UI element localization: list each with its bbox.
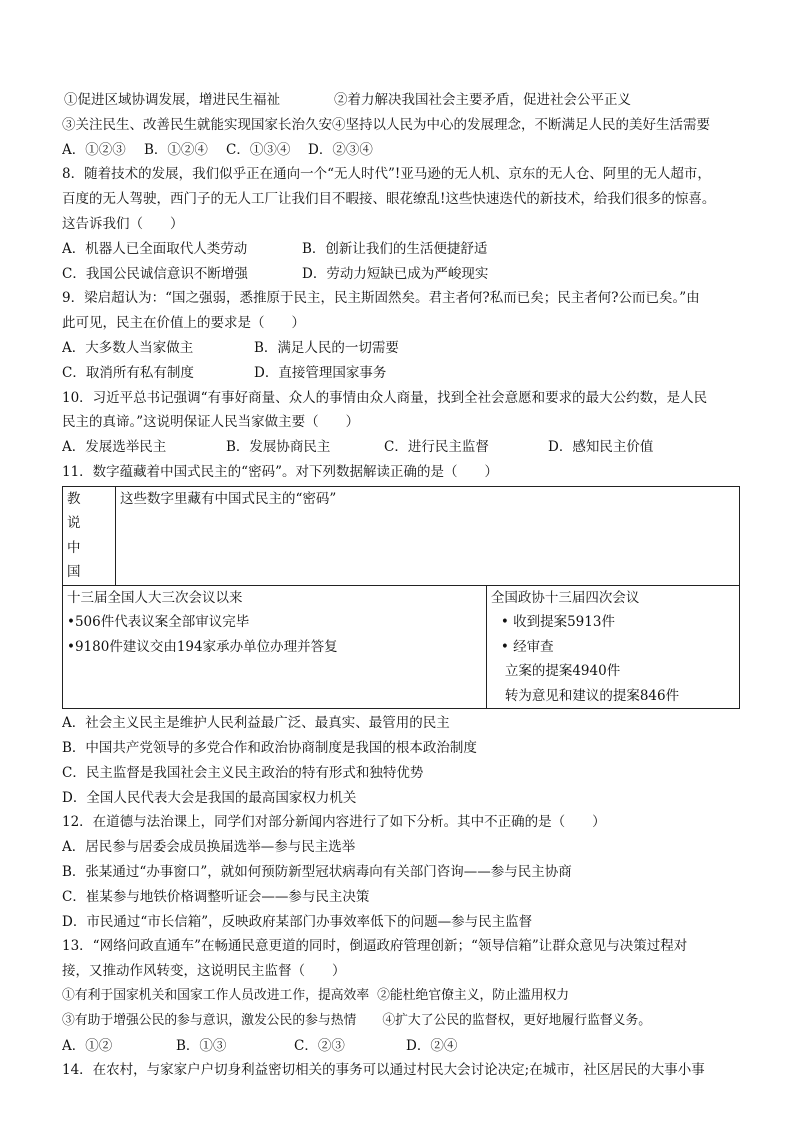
q13-option-a[interactable]: A．①② (62, 1037, 113, 1054)
right-title: 全国政协十三届四次会议 (490, 589, 640, 606)
q13-option-d[interactable]: D．②④ (406, 1037, 458, 1054)
q12-option-d[interactable]: D．市民通过“市长信箱”，反映政府某部门办事效率低下的问题—参与民主监督 (62, 913, 533, 930)
left-item-2: •9180件建议交由194家承办单位办理并答复 (67, 638, 338, 655)
q11-option-d[interactable]: D．全国人民代表大会是我国的最高国家权力机关 (62, 789, 357, 806)
q8-options-cd (62, 262, 742, 287)
table-left-cell (63, 585, 487, 709)
q8-stem-line-2: 百度的无人驾驶，西门子的无人工厂让我们目不暇接、眼花缭乱!这些快速迭代的新技术，给我们很多的惊喜。 (62, 191, 716, 208)
q9-option-a[interactable]: A．大多数人当家做主 (62, 339, 194, 356)
q7-option-b[interactable]: B．①②④ (144, 141, 208, 158)
right-sub-item-1: 立案的提案4940件 (504, 663, 621, 680)
q10-options (62, 435, 742, 460)
q11-option-a[interactable]: A．社会主义民主是维护人民利益最广泛、最真实、最管用的民主 (62, 715, 450, 732)
q8-stem-line-1: 8．随着技术的发展，我们似乎正在通向一个“无人时代”!亚马逊的无人机、京东的无人仓、阿里的无人超市， (62, 166, 711, 183)
q13-statement-4: ④扩大了公民的监督权，更好地履行监督义务。 (382, 1012, 652, 1028)
q10-option-b[interactable]: B．发展协商民主 (226, 439, 331, 456)
q11-stem: 11．数字蕴藏着中国式民主的“密码”。对下列数据解读正确的是（ ） (62, 463, 498, 480)
q13-option-b[interactable]: B．①③ (176, 1037, 227, 1054)
q9-option-c[interactable]: C．取消所有私有制度 (62, 364, 194, 381)
q9-stem-line-2: 此可见，民主在价值上的要求是（ ） (62, 315, 305, 332)
q7-option-c[interactable]: C．①③④ (226, 141, 291, 158)
q7-option-d[interactable]: D．②③④ (308, 141, 373, 158)
q9-stem-line-1: 9．梁启超认为：“国之强弱，悉推原于民主，民主斯固然矣。君主者何?私而已矣；民主者何?公而已矣。”由 (62, 290, 700, 307)
q11-option-c[interactable]: C．民主监督是我国社会主义民主政治的特有形式和独特优势 (62, 764, 424, 781)
q13-statement-1: ①有利于国家机关和国家工作人员改进工作，提高效率 (62, 988, 370, 1004)
q7-statement-2: ②着力解决我国社会主要矛盾，促进社会公平正义 (334, 92, 631, 108)
q7-options (62, 138, 742, 163)
q9-option-b[interactable]: B．满足人民的一切需要 (254, 339, 399, 356)
q11-data-table (62, 486, 740, 710)
q12-option-c[interactable]: C．崔某参与地铁价格调整听证会——参与民主决策 (62, 888, 370, 905)
q13-option-c[interactable]: C．②③ (294, 1037, 345, 1054)
q13-stem-line-1: 13．“网络问政直通车”在畅通民意更道的同时，倒逼政府管理创新；“领导信箱”让群众意见与决策过程对 (62, 938, 688, 955)
exam-page (62, 88, 742, 1083)
q14-stem-line-1: 14．在农村，与家家户户切身利益密切相关的事务可以通过村民大会讨论决定;在城市，社区居民的大事小事 (62, 1062, 705, 1079)
left-title: 十三届全国人大三次会议以来 (67, 589, 243, 606)
q8-option-b[interactable]: B．创新让我们的生活便捷舒适 (302, 240, 488, 257)
q12-option-a[interactable]: A．居民参与居委会成员换届选举—参与民主选举 (62, 839, 356, 856)
q9-option-d[interactable]: D．直接管理国家事务 (254, 364, 387, 381)
q12-option-b[interactable]: B．张某通过“办事窗口”，就如何预防新型冠状病毒向有关部门咨询——参与民主协商 (62, 864, 572, 881)
q10-option-a[interactable]: A．发展选举民主 (62, 439, 167, 456)
table-right-cell (486, 585, 739, 709)
q7-option-a[interactable]: A．①②③ (62, 141, 126, 158)
q13-stem-line-2: 接，又推动作风转变，这说明民主监督（ ） (62, 963, 346, 980)
q13-options (62, 1034, 742, 1059)
q10-option-d[interactable]: D．感知民主价值 (548, 439, 654, 456)
q7-statements-3-4: ③关注民生、改善民生就能实现国家长治久安④坚持以人民为中心的发展理念，不断满足人民的美好生活需要 (62, 116, 710, 133)
q8-options-ab (62, 237, 742, 262)
right-item-1: • 收到提案5913件 (500, 614, 615, 631)
q8-option-c[interactable]: C．我国公民诚信意识不断增强 (62, 265, 248, 282)
q7-statement-1: ①促进区域协调发展，增进民生福祉 (64, 92, 280, 108)
q9-options-cd (62, 361, 742, 386)
q13-statements-1-2 (62, 984, 742, 1009)
q13-statements-3-4 (62, 1009, 742, 1034)
q12-stem: 12．在道德与法治课上，同学们对部分新闻内容进行了如下分析。其中不正确的是（ ） (62, 814, 606, 831)
q7-statements-1-2 (64, 88, 742, 113)
q8-option-a[interactable]: A．机器人已全面取代人类劳动 (62, 240, 248, 257)
q10-stem-line-2: 民主的真谛。”这说明保证人民当家做主要（ ） (62, 414, 360, 431)
left-item-1: •506件代表议案全部审议完毕 (67, 614, 250, 631)
table-label-cell: 教说中国 (63, 486, 116, 585)
q10-option-c[interactable]: C．进行民主监督 (384, 439, 489, 456)
right-item-2: • 经审查 (500, 638, 554, 655)
table-heading-cell: 这些数字里藏有中国式民主的“密码” (116, 486, 740, 585)
q13-statement-3: ③有助于增强公民的参与意识，激发公民的参与热情 (62, 1012, 357, 1028)
q11-option-b[interactable]: B．中国共产党领导的多党合作和政治协商制度是我国的根本政治制度 (62, 740, 477, 757)
right-sub-item-2: 转为意见和建议的提案846件 (504, 687, 680, 704)
q9-options-ab (62, 336, 742, 361)
q13-statement-2: ②能杜绝官僚主义，防止滥用权力 (377, 988, 570, 1004)
q8-stem-line-3: 这告诉我们（ ） (62, 215, 184, 232)
q10-stem-line-1: 10．习近平总书记强调“有事好商量、众人的事情由众人商量，找到全社会意愿和要求的最大公约数，是人民 (62, 389, 708, 406)
q8-option-d[interactable]: D．劳动力短缺已成为严峻现实 (302, 265, 489, 282)
